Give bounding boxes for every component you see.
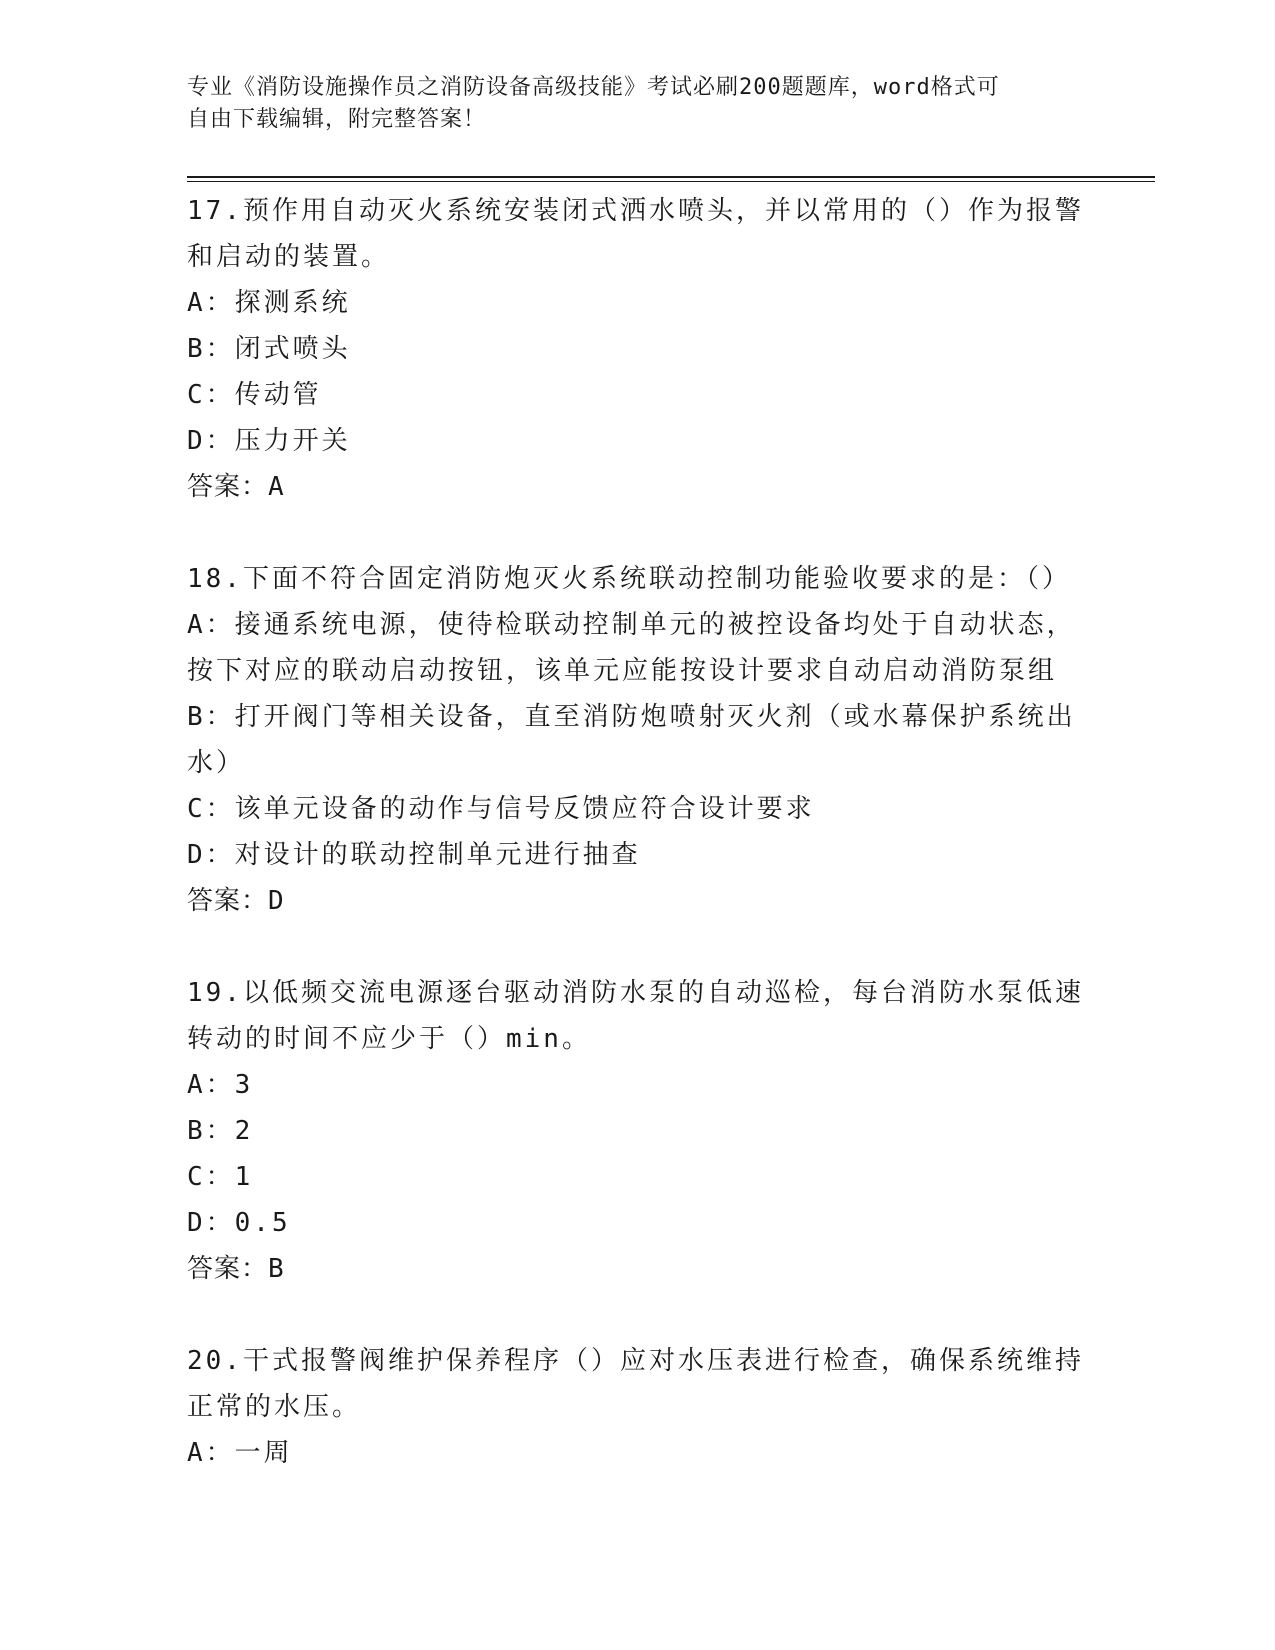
option-b-continued: 水） (187, 748, 246, 778)
question-19 (187, 970, 1087, 1292)
option-d: D：对设计的联动控制单元进行抽查 (187, 840, 641, 870)
question-18 (187, 556, 1087, 924)
option-a-continued: 按下对应的联动启动按钮，该单元应能按设计要求自动启动消防泵组 (187, 656, 1058, 686)
header-line-2: 自由下载编辑，附完整答案！ (187, 107, 487, 132)
option-b: B：打开阀门等相关设备，直至消防炮喷射灭火剂（或水幕保护系统出 (187, 702, 1076, 732)
answer-label: 答案：D (187, 886, 285, 916)
option-a: A：探测系统 (187, 288, 351, 318)
question-17 (187, 188, 1087, 510)
option-c: C：1 (187, 1162, 254, 1192)
header-divider-thin (187, 181, 1155, 182)
option-b: B：2 (187, 1116, 254, 1146)
question-text: 17.预作用自动灭火系统安装闭式洒水喷头，并以常用的（）作为报警 (187, 196, 1084, 226)
question-text: 19.以低频交流电源逐台驱动消防水泵的自动巡检，每台消防水泵低速 (187, 978, 1084, 1008)
option-a: A：3 (187, 1070, 254, 1100)
question-20 (187, 1338, 1087, 1476)
document-header (187, 72, 1087, 136)
header-line-1: 专业《消防设施操作员之消防设备高级技能》考试必刷200题题库，word格式可 (187, 75, 1000, 100)
question-text: 和启动的装置。 (187, 242, 391, 272)
option-d: D：0.5 (187, 1208, 291, 1238)
option-b: B：闭式喷头 (187, 334, 351, 364)
answer-label: 答案：B (187, 1254, 285, 1284)
question-text: 18.下面不符合固定消防炮灭火系统联动控制功能验收要求的是：（） (187, 564, 1071, 594)
option-a: A：一周 (187, 1438, 293, 1468)
answer-label: 答案：A (187, 472, 285, 502)
question-text: 转动的时间不应少于（）min。 (187, 1024, 591, 1054)
question-text: 20.干式报警阀维护保养程序（）应对水压表进行检查，确保系统维持 (187, 1346, 1084, 1376)
option-a: A：接通系统电源，使待检联动控制单元的被控设备均处于自动状态， (187, 610, 1076, 640)
option-d: D：压力开关 (187, 426, 351, 456)
option-c: C：传动管 (187, 380, 322, 410)
question-text: 正常的水压。 (187, 1392, 362, 1422)
header-divider-thick (187, 176, 1155, 178)
option-c: C：该单元设备的动作与信号反馈应符合设计要求 (187, 794, 815, 824)
question-list (187, 188, 1087, 1522)
